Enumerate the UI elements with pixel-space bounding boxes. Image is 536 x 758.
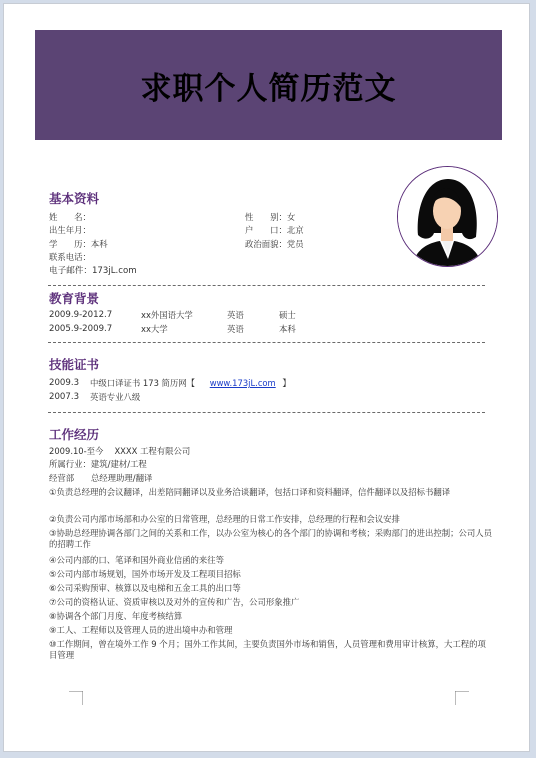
edu-degree: 硕士 [279, 310, 296, 320]
section-title-basic: 基本资料 [49, 191, 100, 206]
basic-phone: 联系电话： [49, 252, 91, 262]
edu-school: xx外国语大学 [141, 310, 193, 320]
work-role: 经营部 总经理助理/翻译 [49, 473, 153, 483]
skill-text [90, 378, 291, 389]
work-duty: ①负责总经理的会议翻译，出差陪同翻译以及业务洽谈翻译，包括口译和资料翻译，信件翻译以及招标书翻译 [49, 487, 451, 497]
section-title-education: 教育背景 [49, 291, 100, 306]
separator [48, 412, 485, 413]
basic-politics: 政治面貌：党员 [245, 239, 304, 249]
separator [48, 342, 485, 343]
work-period-company: 2009.10-至今 XXXX 工程有限公司 [49, 446, 191, 456]
avatar-woman-icon [398, 167, 497, 266]
work-duty: ⑦公司的资格认证、资质审核以及对外的宣传和广告，公司形象推广 [49, 597, 300, 607]
edu-school: xx大学 [141, 324, 168, 334]
separator [48, 285, 485, 286]
basic-birth: 出生年月： [49, 225, 91, 235]
website-link[interactable]: www.173jL.com [209, 378, 276, 388]
work-duty: ②负责公司内部市场部和办公室的日常管理，总经理的日常工作安排，总经理的行程和会议安排 [49, 514, 400, 524]
margin-corner-mark [455, 691, 469, 705]
basic-name: 姓 名： [49, 212, 91, 222]
work-duty: ④公司内部的口、笔译和国外商业信函的来往等 [49, 555, 225, 565]
work-duty: ③协助总经理协调各部门之间的关系和工作，以办公室为核心的各个部门的协调和考核；采购部门的进出控制；公司人员的招聘工作 [49, 528, 493, 549]
skill-text-end: 】 [282, 378, 291, 388]
edu-major: 英语 [227, 324, 244, 334]
edu-major: 英语 [227, 310, 244, 320]
page-title: 求职个人简历范文 [140, 70, 397, 107]
basic-hukou: 户 口：北京 [245, 225, 304, 235]
basic-gender: 性 别：女 [245, 212, 296, 222]
resume-page [3, 3, 530, 752]
section-title-work: 工作经历 [49, 427, 100, 442]
edu-degree: 本科 [279, 324, 296, 334]
work-duty: ⑤公司内部市场规划，国外市场开发及工程项目招标 [49, 569, 241, 579]
margin-corner-mark [69, 691, 83, 705]
basic-degree: 学 历：本科 [49, 239, 108, 249]
work-duty: ⑨工人、工程师以及管理人员的进出境申办和管理 [49, 625, 233, 635]
work-duty: ⑥公司采购预审、核算以及电梯和五金工具的出口等 [49, 583, 241, 593]
skill-text-label: 中级口译证书 173 简历网【 [90, 378, 196, 388]
work-duty: ⑧协调各个部门月度、年度考核结算 [49, 611, 183, 621]
work-industry: 所属行业：建筑/建材/工程 [49, 459, 147, 469]
skill-date: 2007.3 [49, 392, 80, 402]
title-banner [35, 30, 502, 140]
edu-date: 2009.9-2012.7 [49, 310, 113, 320]
avatar [397, 166, 498, 267]
work-duty: ⑩工作期间，曾在境外工作 9 个月；国外工作其间，主要负责国外市场和销售，人员管理和费用审计核算，大工程的项目管理 [49, 639, 486, 660]
basic-email: 电子邮件：173jL.com [49, 266, 137, 276]
section-title-skills: 技能证书 [49, 357, 100, 372]
skill-date: 2009.3 [49, 378, 80, 388]
skill-text: 英语专业八级 [90, 392, 141, 402]
edu-date: 2005.9-2009.7 [49, 324, 113, 334]
